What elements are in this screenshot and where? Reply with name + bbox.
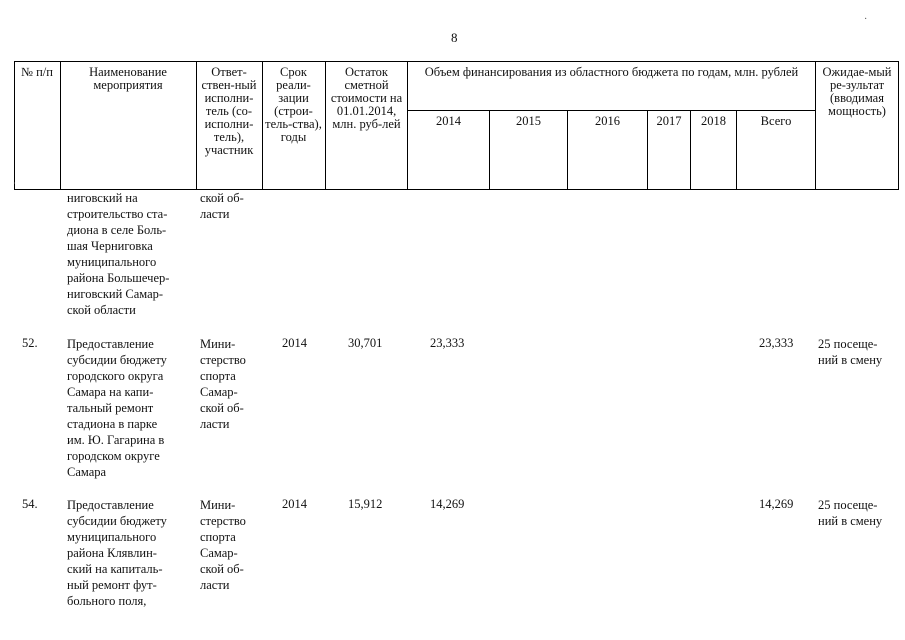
row-term: 2014 [282, 497, 307, 511]
row-num: 54. [22, 497, 38, 511]
header-top-rule [14, 61, 899, 62]
row-executor: Мини- стерство спорта Самар- ской об- ласти [200, 498, 246, 592]
header-balance: Остаток сметной стоимости на 01.01.2014, млн. руб-лей [330, 65, 403, 131]
row-balance: 30,701 [348, 336, 383, 350]
row-name: Предоставление субсидии бюджету муниципального района Клявлин- ский на капиталь- ный ремонт фут- больного поля, [67, 498, 167, 608]
row-num: 52. [22, 336, 38, 350]
row-result: 25 посеще- ний в смену [818, 498, 883, 528]
row-executor: ской об- ласти [200, 191, 244, 221]
funding-divider-rule [407, 110, 815, 111]
header-result: Ожидае-мый ре-зультат (вводимая мощность) [822, 65, 892, 118]
header-term: Срок реали-зации (строи-тель-ства), годы [265, 65, 322, 144]
header-year-2017: 2017 [656, 114, 682, 128]
row-balance: 15,912 [348, 497, 383, 511]
row-result: 25 посеще- ний в смену [818, 337, 883, 367]
header-year-2014: 2014 [436, 114, 461, 128]
row-term: 2014 [282, 336, 307, 350]
row-2014: 14,269 [430, 497, 465, 511]
row-total: 23,333 [759, 336, 794, 350]
corner-mark: · [864, 14, 868, 25]
header-year-2015: 2015 [516, 114, 541, 128]
header-total: Всего [760, 114, 792, 128]
row-name: Предоставление субсидии бюджету городского округа Самара на капи- тальный ремонт стадиона в парке им. Ю. Гагарина в городском округе Самара [67, 337, 167, 479]
header-executor: Ответ-ствен-ный исполни-тель (со-исполни-тель), участник [201, 65, 257, 157]
header-year-2018: 2018 [701, 114, 726, 128]
row-executor: Мини- стерство спорта Самар- ской об- ласти [200, 337, 246, 431]
row-total: 14,269 [759, 497, 794, 511]
header-funding: Объем финансирования из областного бюджета по годам, млн. рублей [424, 65, 799, 79]
header-name: Наименование мероприятия [89, 65, 167, 92]
page-number: 8 [451, 30, 458, 45]
header-year-2016: 2016 [595, 114, 620, 128]
header-num: № п/п [21, 65, 53, 79]
row-2014: 23,333 [430, 336, 465, 350]
row-name: ниговский на строительство ста- диона в селе Боль- шая Черниговка муниципального района Большечер- ниговский Самар- ской области [67, 191, 170, 317]
stray-mark: · [13, 179, 16, 188]
